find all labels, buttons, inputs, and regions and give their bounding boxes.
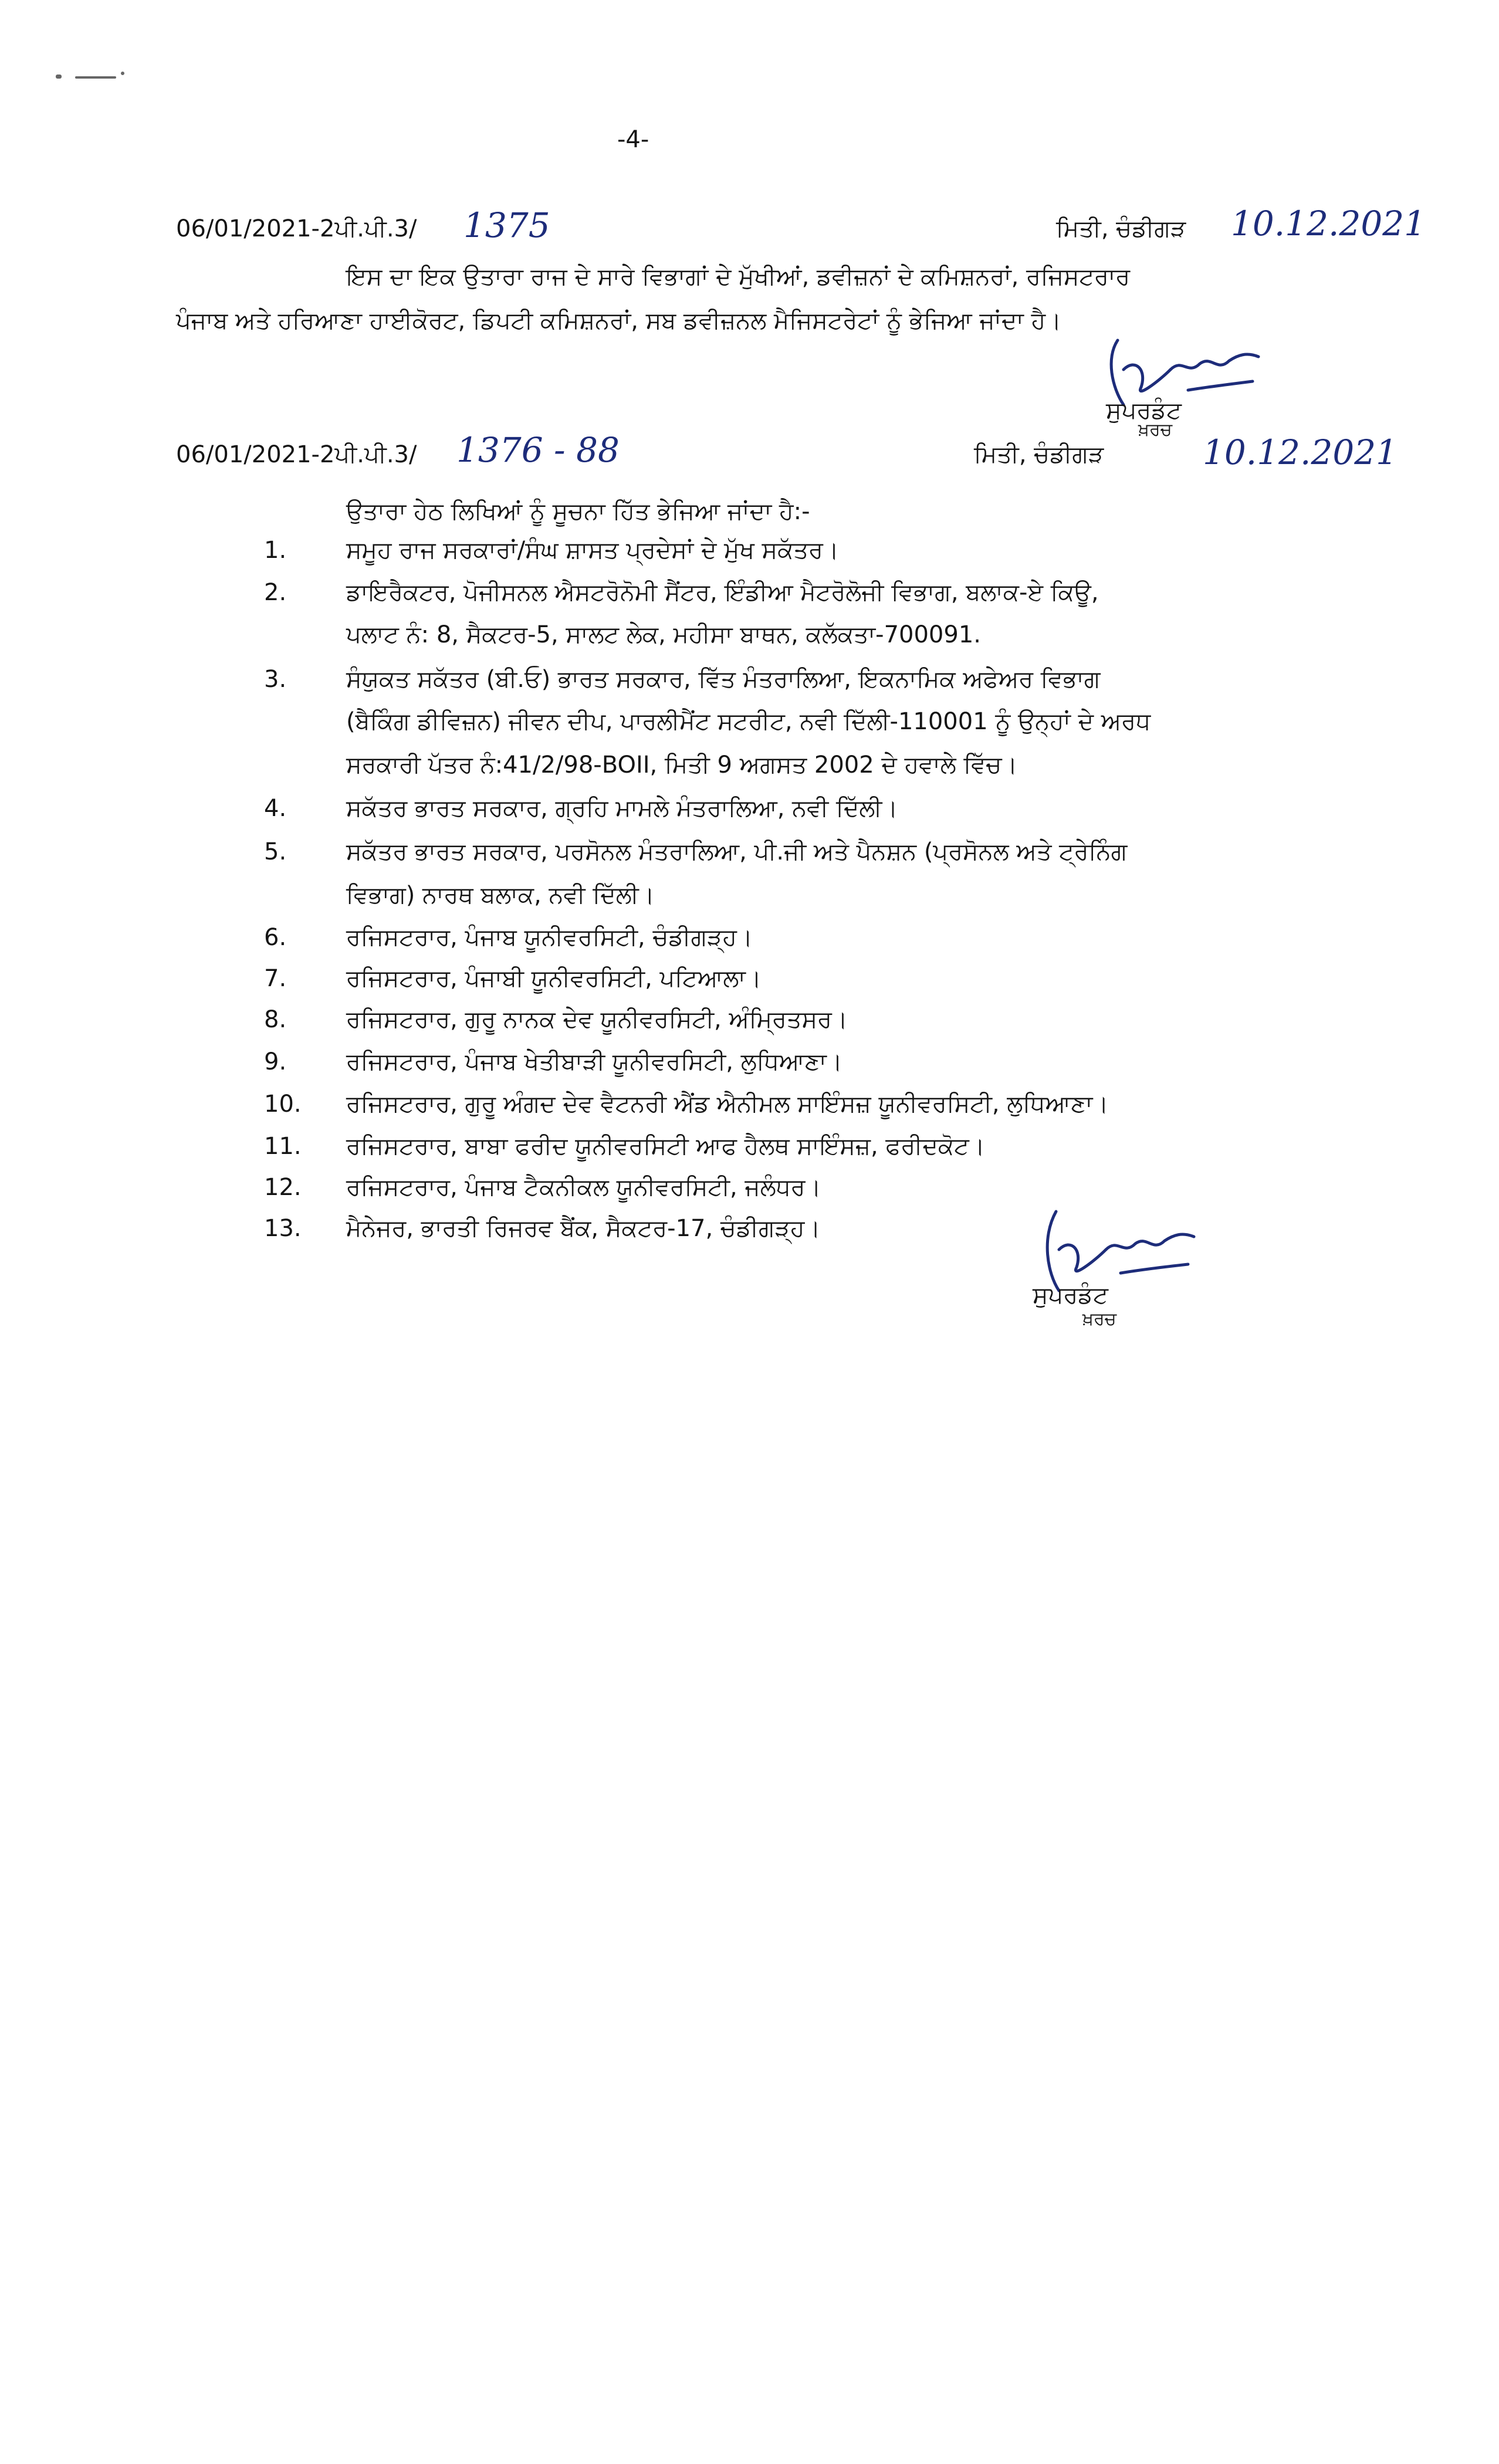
scan-mark (56, 75, 62, 79)
list-item: ਸਮੂਹ ਰਾਜ ਸਰਕਾਰਾਂ/ਸੰਘ ਸ਼ਾਸਤ ਪ੍ਰਦੇਸਾਂ ਦੇ ਮੁੱਖ ਸਕੱਤਰ। (346, 537, 839, 564)
list-item: ਰਜਿਸਟਰਾਰ, ਪੰਜਾਬ ਖੇਤੀਬਾੜੀ ਯੂਨੀਵਰਸਿਟੀ, ਲੁਧਿਆਣਾ। (346, 1048, 842, 1075)
list-item-number: 9. (264, 1048, 287, 1075)
list-item-number: 3. (264, 666, 287, 693)
signatory-title: ਸੁਪਰਡੰਟ (1106, 397, 1182, 424)
list-item-number: 13. (264, 1215, 302, 1242)
list-item: ਰਜਿਸਟਰਾਰ, ਪੰਜਾਬ ਯੂਨੀਵਰਸਿਟੀ, ਚੰਡੀਗੜ੍ਹ। (346, 924, 753, 951)
reference-number-handwritten: 1376 - 88 (456, 430, 620, 470)
signatory-suffix: ਖ਼ਰਚ (1138, 419, 1172, 440)
scan-mark (75, 76, 116, 79)
reference-number-handwritten: 1375 (463, 205, 550, 245)
list-item-number: 2. (264, 579, 287, 606)
list-item: ਰਜਿਸਟਰਾਰ, ਪੰਜਾਬੀ ਯੂਨੀਵਰਸਿਟੀ, ਪਟਿਆਲਾ। (346, 965, 762, 992)
list-item-number: 1. (264, 537, 287, 564)
list-item-number: 10. (264, 1091, 302, 1118)
list-item: ਡਾਇਰੈਕਟਰ, ਪੋਜੀਸਨਲ ਐਸਟਰੋਨੋਮੀ ਸੈਂਟਰ, ਇੰਡੀਆ ਮੈਟਰੋਲੋਜੀ ਵਿਭਾਗ, ਬਲਾਕ-ਏ ਕਿਊ, (346, 579, 1099, 606)
distribution-paragraph-line-1: ਇਸ ਦਾ ਇਕ ਉਤਾਰਾ ਰਾਜ ਦੇ ਸਾਰੇ ਵਿਭਾਗਾਂ ਦੇ ਮੁੱਖੀਆਂ, ਡਵੀਜ਼ਨਾਂ ਦੇ ਕਮਿਸ਼ਨਰਾਂ, ਰਜਿਸਟਰਾਰ (346, 263, 1131, 290)
list-item: ਰਜਿਸਟਰਾਰ, ਬਾਬਾ ਫਰੀਦ ਯੂਨੀਵਰਸਿਟੀ ਆਫ ਹੈਲਥ ਸਾਇੰਸਜ਼, ਫਰੀਦਕੋਟ। (346, 1133, 985, 1160)
signatory-suffix: ਖ਼ਰਚ (1082, 1309, 1116, 1329)
list-item: ਰਜਿਸਟਰਾਰ, ਪੰਜਾਬ ਟੈਕਨੀਕਲ ਯੂਨੀਵਰਸਿਟੀ, ਜਲੰਧਰ। (346, 1174, 821, 1201)
date-label: ਮਿਤੀ, ਚੰਡੀਗੜ (1056, 215, 1186, 242)
list-item-number: 11. (264, 1133, 302, 1160)
list-item-continued: ਪਲਾਟ ਨੰ: 8, ਸੈਕਟਰ-5, ਸਾਲਟ ਲੇਕ, ਮਹੀਸਾ ਬਾਥਨ, ਕਲੱਕਤਾ-700091. (346, 621, 981, 648)
list-item: ਸੰਯੁਕਤ ਸਕੱਤਰ (ਬੀ.ਓ) ਭਾਰਤ ਸਰਕਾਰ, ਵਿੱਤ ਮੰਤਰਾਲਿਆ, ਇਕਨਾਮਿਕ ਅਫੇਅਰ ਵਿਭਾਗ (346, 666, 1101, 693)
list-item-continued: ਸਰਕਾਰੀ ਪੱਤਰ ਨੰ:41/2/98-BOII, ਮਿਤੀ 9 ਅਗਸਤ 2002 ਦੇ ਹਵਾਲੇ ਵਿੱਚ। (346, 752, 1018, 779)
date-handwritten: 10.12.2021 (1231, 204, 1426, 243)
list-item-number: 6. (264, 924, 287, 951)
list-item-continued: ਵਿਭਾਗ) ਨਾਰਥ ਬਲਾਕ, ਨਵੀ ਦਿੱਲੀ। (346, 882, 655, 909)
list-item-number: 12. (264, 1174, 302, 1201)
list-item-continued: (ਬੈਕਿੰਗ ਡੀਵਿਜ਼ਨ) ਜੀਵਨ ਦੀਪ, ਪਾਰਲੀਮੈਂਟ ਸਟਰੀਟ, ਨਵੀ ਦਿੱਲੀ-110001 ਨੂੰ ਉਨ੍ਹਾਂ ਦੇ ਅਰਧ (346, 708, 1151, 735)
page-number: -4- (617, 126, 649, 153)
date-handwritten: 10.12.2021 (1203, 432, 1398, 472)
scan-mark (121, 72, 124, 75)
date-label: ਮਿਤੀ, ਚੰਡੀਗੜ (974, 441, 1104, 468)
list-item: ਸਕੱਤਰ ਭਾਰਤ ਸਰਕਾਰ, ਪਰਸੋਨਲ ਮੰਤਰਾਲਿਆ, ਪੀ.ਜੀ ਅਤੇ ਪੈਨਸ਼ਨ (ਪ੍ਰਸੋਨਲ ਅਤੇ ਟ੍ਰੇਨਿੰਗ (346, 838, 1128, 865)
distribution-paragraph-line-2: ਪੰਜਾਬ ਅਤੇ ਹਰਿਆਣਾ ਹਾਈਕੋਰਟ, ਡਿਪਟੀ ਕਮਿਸ਼ਨਰਾਂ, ਸਬ ਡਵੀਜ਼ਨਲ ਮੈਜਿਸਟਰੇਟਾਂ ਨੂੰ ਭੇਜਿਆ ਜਾਂਦਾ ਹੈ। (176, 307, 1062, 334)
reference-number-printed: 06/01/2021-2ਪੀ.ਪੀ.3/ (176, 441, 417, 468)
list-item: ਰਜਿਸਟਰਾਰ, ਗੁਰੂ ਨਾਨਕ ਦੇਵ ਯੂਨੀਵਰਸਿਟੀ, ਅੰਮ੍ਰਿਤਸਰ। (346, 1006, 848, 1033)
list-item-number: 8. (264, 1006, 287, 1033)
list-item: ਸਕੱਤਰ ਭਾਰਤ ਸਰਕਾਰ, ਗ੍ਰਹਿ ਮਾਮਲੇ ਮੰਤਰਾਲਿਆ, ਨਵੀ ਦਿੱਲੀ। (346, 795, 898, 822)
signatory-title: ਸੁਪਰਡੰਟ (1033, 1282, 1108, 1309)
list-item: ਰਜਿਸਟਰਾਰ, ਗੁਰੂ ਅੰਗਦ ਦੇਵ ਵੈਟਨਰੀ ਐਂਡ ਐਨੀਮਲ ਸਾਇੰਸਜ਼ ਯੂਨੀਵਰਸਿਟੀ, ਲੁਧਿਆਣਾ। (346, 1091, 1109, 1118)
list-item-number: 5. (264, 838, 287, 865)
list-item-number: 4. (264, 795, 287, 822)
copy-intro: ਉਤਾਰਾ ਹੇਠ ਲਿਖਿਆਂ ਨੂੰ ਸੂਚਨਾ ਹਿੱਤ ਭੇਜਿਆ ਜਾਂਦਾ ਹੈ:- (346, 498, 810, 525)
list-item-number: 7. (264, 965, 287, 992)
reference-number-printed: 06/01/2021-2ਪੀ.ਪੀ.3/ (176, 215, 417, 242)
list-item: ਮੈਨੇਜਰ, ਭਾਰਤੀ ਰਿਜਰਵ ਬੈਂਕ, ਸੈਕਟਰ-17, ਚੰਡੀਗੜ੍ਹ। (346, 1215, 821, 1242)
